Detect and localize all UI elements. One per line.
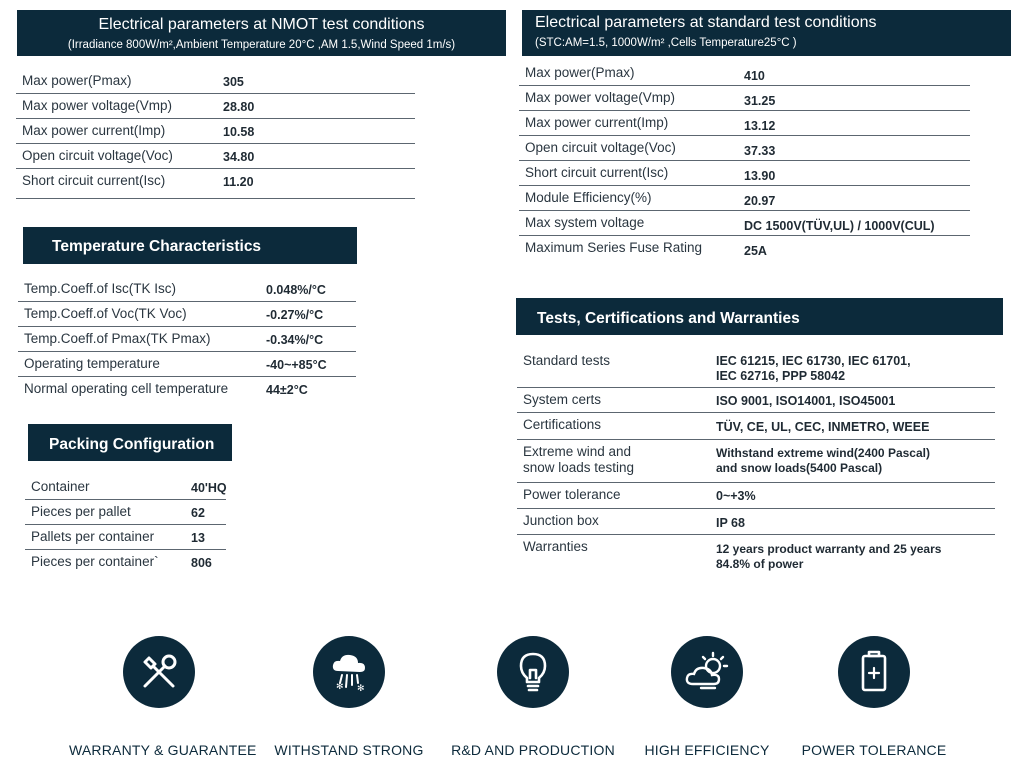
stc-subtitle: (STC:AM=1.5, 1000W/m² ,Cells Temperature25°C ) [535,37,797,49]
row-label: Short circuit current(Isc) [22,173,166,188]
row-value-line1: Withstand extreme wind(2400 Pascal) [716,446,930,460]
row-label: Temp.Coeff.of Isc(TK Isc) [24,281,177,296]
row-label: Temp.Coeff.of Voc(TK Voc) [24,306,187,321]
table-row [16,119,415,144]
row-value: 31.25 [744,94,776,108]
table-row [519,236,970,261]
row-label: Max power current(Imp) [525,115,669,130]
feature-warranty [69,636,257,758]
table-row [18,377,356,402]
row-label: Warranties [523,539,588,554]
row-label: Max system voltage [525,215,645,230]
nmot-table [16,69,415,199]
row-label: Short circuit current(Isc) [525,165,669,180]
row-label: Operating temperature [24,356,160,371]
feature-label: HIGH EFFICIENCY [644,742,770,758]
nmot-subtitle: (Irradiance 800W/m²,Ambient Temperature 20°C ,AM 1.5,Wind Speed 1m/s) [67,39,456,51]
table-row [517,535,995,575]
packing-table [25,475,225,575]
table-row [517,509,995,535]
table-row [25,500,226,525]
table-row [519,61,970,86]
svg-text:✻: ✻ [336,682,344,692]
row-label: Open circuit voltage(Voc) [525,140,676,155]
row-label: Junction box [523,513,599,528]
table-row [25,475,226,500]
feature-rnd [443,636,623,758]
row-value: 806 [191,556,212,570]
feature-label: R&D AND PRODUCTION [451,742,615,758]
row-label: Pallets per container [31,529,155,544]
row-label: Module Efficiency(%) [525,190,652,205]
row-value: 62 [191,506,205,520]
row-value: 44±2°C [266,383,308,397]
table-row [517,388,995,413]
row-value: 28.80 [223,100,255,114]
feature-label: WITHSTAND STRONG [274,742,424,758]
row-value-line2: 84.8% of power [716,557,804,571]
row-label: Maximum Series Fuse Rating [525,240,703,255]
row-label: Max power(Pmax) [525,65,635,80]
table-row [519,211,970,236]
row-label: Max power current(Imp) [22,123,166,138]
row-value: 34.80 [223,150,255,164]
table-row [519,186,970,211]
row-value: 410 [744,69,765,83]
row-value-line1: IEC 61215, IEC 61730, IEC 61701, [716,354,911,368]
row-label-line2: snow loads testing [523,460,635,475]
table-row [16,144,415,169]
table-row [517,440,995,483]
tests-table [517,349,995,575]
table-row [18,327,356,352]
lightbulb-icon [497,636,569,708]
row-value-line2: IEC 62716, PPP 58042 [716,369,846,383]
row-value: 20.97 [744,194,776,208]
row-label: Max power(Pmax) [22,73,132,88]
table-row [519,161,970,186]
stc-header [522,10,1011,56]
row-value-line1: ISO 9001, ISO14001, ISO45001 [716,394,896,408]
row-value: 40'HQ [191,481,227,495]
row-value: 0.048%/°C [266,283,326,297]
row-label: Max power voltage(Vmp) [525,90,676,105]
feature-label: WARRANTY & GUARANTEE [69,742,257,758]
row-label: Certifications [523,417,602,432]
tests-header [516,298,1003,335]
table-row [16,169,415,199]
feature-icons [0,636,1024,776]
row-value-line1: TÜV, CE, UL, CEC, INMETRO, WEEE [716,420,930,434]
row-value-line2: and snow loads(5400 Pascal) [716,461,883,475]
row-label: Temp.Coeff.of Pmax(TK Pmax) [24,331,211,346]
packing-title: Packing Configuration [49,436,215,453]
table-row [519,136,970,161]
row-value: -0.27%/°C [266,308,324,322]
stc-table [519,61,970,261]
row-label: Open circuit voltage(Voc) [22,148,173,163]
row-value: -0.34%/°C [266,333,324,347]
temperature-table [18,277,356,402]
table-row [517,349,995,388]
table-row [16,69,415,94]
table-row [18,302,356,327]
svg-text:✻: ✻ [357,684,365,694]
temperature-title: Temperature Characteristics [52,238,262,255]
nmot-header [17,10,506,56]
packing-header [28,424,232,461]
table-row [18,352,356,377]
table-row [18,277,356,302]
row-value-line1: IP 68 [716,516,745,530]
row-label: Normal operating cell temperature [24,381,229,396]
sun-cloud-icon [671,636,743,708]
row-value: 13.12 [744,119,776,133]
row-value: 305 [223,75,244,89]
feature-tolerance [784,636,964,758]
table-row [25,550,226,575]
table-row [517,413,995,440]
row-value-line1: 12 years product warranty and 25 years [716,542,942,556]
row-label: Container [31,479,90,494]
feature-withstand [259,636,439,758]
table-row [519,86,970,111]
feature-efficiency [617,636,797,758]
storm-cloud-icon [313,636,385,708]
stc-title: Electrical parameters at standard test conditions [535,14,877,31]
feature-label: POWER TOLERANCE [801,742,947,758]
row-label: Pieces per pallet [31,504,131,519]
nmot-title: Electrical parameters at NMOT test conditions [98,16,425,33]
row-label: System certs [523,392,602,407]
row-value: 13.90 [744,169,776,183]
row-label-line1: Extreme wind and [523,444,632,459]
row-value: -40~+85°C [266,358,327,372]
row-label: Power tolerance [523,487,621,502]
table-row [25,525,226,550]
row-label: Standard tests [523,353,611,368]
table-row [519,111,970,136]
row-value: 10.58 [223,125,255,139]
battery-icon [838,636,910,708]
row-value: 11.20 [223,175,254,189]
row-value-line1: 0~+3% [716,489,756,503]
row-value: 13 [191,531,205,545]
table-row [16,94,415,119]
tests-title: Tests, Certifications and Warranties [537,310,800,327]
row-value: DC 1500V(TÜV,UL) / 1000V(CUL) [744,219,935,233]
temperature-header [23,227,357,264]
row-label: Pieces per container` [31,554,159,569]
tools-icon [123,636,195,708]
row-value: 25A [744,244,767,258]
row-value: 37.33 [744,144,776,158]
row-label: Max power voltage(Vmp) [22,98,173,113]
table-row [517,483,995,509]
